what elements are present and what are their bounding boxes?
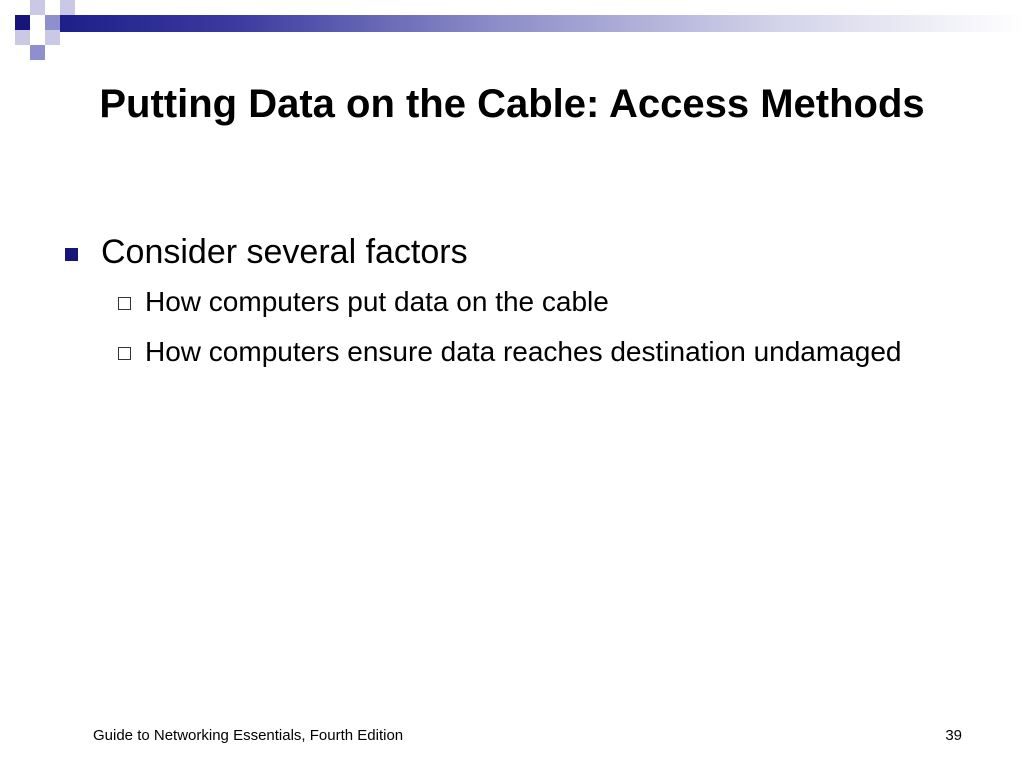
hollow-square-bullet-icon <box>118 347 131 360</box>
slide-title: Putting Data on the Cable: Access Methods <box>99 82 925 126</box>
sub-bullet-text: How computers put data on the cable <box>145 286 609 317</box>
sub-bullet-text: How computers ensure data reaches destination undamaged <box>145 336 902 367</box>
filled-square-bullet-icon <box>65 248 78 261</box>
hollow-square-bullet-icon <box>118 297 131 310</box>
slide-number: 39 <box>945 727 962 744</box>
decor-square-icon <box>30 0 45 15</box>
bullet-text: Consider several factors <box>101 233 468 271</box>
decor-square-icon <box>60 0 75 15</box>
header-gradient-band <box>60 15 1024 32</box>
decor-square-icon <box>30 45 45 60</box>
decor-square-icon <box>45 15 60 30</box>
footer-book-title: Guide to Networking Essentials, Fourth Edition <box>93 727 404 744</box>
sub-bullet-item <box>60 282 905 322</box>
decor-square-icon <box>15 15 30 30</box>
sub-bullet-item <box>60 332 905 372</box>
bullet-item <box>60 228 960 276</box>
sub-bullet-list <box>60 282 960 372</box>
decor-square-icon <box>45 30 60 45</box>
slide-content <box>60 228 960 382</box>
decor-square-icon <box>15 30 30 45</box>
